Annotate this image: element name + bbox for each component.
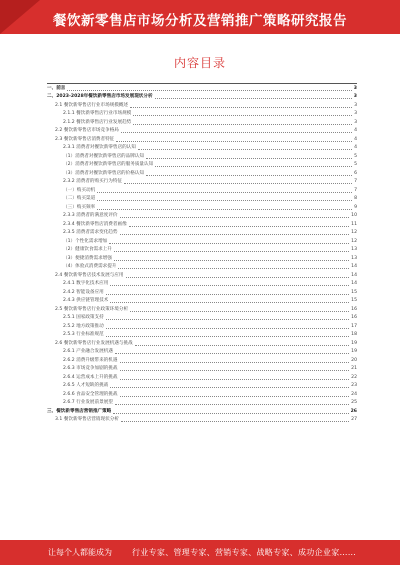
toc-entry-page: 20 <box>351 357 357 363</box>
toc-entry-label: （3）消费者对餐饮新零售店的价格认知 <box>63 170 145 176</box>
toc-entry[interactable] <box>47 195 357 204</box>
toc-entry[interactable] <box>47 348 357 357</box>
toc-entry-page: 17 <box>351 323 357 329</box>
toc-leader-dots <box>106 318 349 320</box>
toc-entry-label: 2.4.2 智能设备应用 <box>63 289 104 295</box>
toc-entry[interactable] <box>47 101 357 110</box>
toc-leader-dots <box>146 157 352 159</box>
toc-entry[interactable] <box>47 83 357 93</box>
toc-entry-label: 2.4.3 供应链管理技术 <box>63 298 109 303</box>
toc-leader-dots <box>97 208 352 210</box>
toc-entry-page: 15 <box>351 298 357 303</box>
toc-leader-dots <box>124 182 352 184</box>
footer-roles: 行业专家、管理专家、营销专家、战略专家、成功企业家…… <box>132 548 357 557</box>
toc-entry-page: 14 <box>351 264 357 269</box>
toc-entry[interactable] <box>47 144 357 153</box>
toc-entry-page: 7 <box>354 179 357 184</box>
toc-entry[interactable] <box>47 416 357 425</box>
toc-entry[interactable] <box>47 152 357 161</box>
toc-entry-label: 二、2023-2028年餐饮新零售店市场发展现状分析 <box>47 94 153 99</box>
toc-entry[interactable] <box>47 186 357 195</box>
toc-entry[interactable] <box>47 382 357 391</box>
toc-entry-page: 5 <box>354 153 357 159</box>
toc-leader-dots <box>97 191 352 193</box>
toc-entry-page: 16 <box>351 315 357 320</box>
toc-leader-dots <box>114 250 349 252</box>
toc-entry-page: 6 <box>354 170 357 176</box>
toc-entry-label: 2.4 餐饮新零售店技术发展与应用 <box>55 272 124 278</box>
toc-entry-page: 26 <box>350 408 357 414</box>
toc-entry-label: 3.1 餐饮新零售店营销现状分析 <box>55 417 119 422</box>
toc-entry[interactable] <box>47 339 357 348</box>
toc-leader-dots <box>115 403 349 405</box>
toc-entry-label: 2.6.5 人才短缺的挑战 <box>63 383 109 388</box>
toc-entry-label: （1）消费者对餐饮新零售店的品牌认知 <box>63 153 145 159</box>
toc-entry-label: 2.6 餐饮新零售店行业发展机遇与挑战 <box>55 340 133 346</box>
toc-entry-label: 2.3.1 消费者对餐饮新零售店的认知 <box>63 145 136 150</box>
toc-entry-page: 9 <box>354 204 357 210</box>
toc-entry-page: 3 <box>354 119 357 125</box>
toc-entry[interactable] <box>47 118 357 127</box>
toc-leader-dots <box>110 284 349 286</box>
toc-entry[interactable] <box>47 161 357 170</box>
toc-entry-page: 18 <box>351 332 357 337</box>
toc-entry-page: 27 <box>351 417 357 422</box>
toc-entry-page: 4 <box>354 128 357 133</box>
toc-entry[interactable] <box>47 93 357 102</box>
toc-entry-label: 2.5.2 地方政策推动 <box>63 323 104 329</box>
toc-leader-dots <box>106 293 349 295</box>
toc-entry-label: 2.6.6 食品安全管理的挑战 <box>63 391 118 397</box>
toc-leader-dots <box>130 106 352 108</box>
table-of-contents <box>47 83 357 424</box>
toc-entry[interactable] <box>47 314 357 323</box>
toc-entry-page: 13 <box>351 255 357 261</box>
toc-entry-page: 24 <box>351 391 357 397</box>
report-title: 餐饮新零售店市场分析及营销推广策略研究报告 <box>53 13 347 29</box>
toc-entry[interactable] <box>47 246 357 255</box>
toc-entry[interactable] <box>47 407 357 416</box>
toc-entry-label: 2.5 餐饮新零售店行业政策环境分析 <box>55 306 129 312</box>
toc-leader-dots <box>130 310 349 312</box>
toc-entry-page: 19 <box>351 340 357 346</box>
toc-entry-label: 2.3.3 消费者的满意度评价 <box>63 213 118 218</box>
toc-entry[interactable] <box>47 288 357 297</box>
toc-entry-label: （4）体验式消费需求提升 <box>63 264 117 269</box>
toc-entry[interactable] <box>47 271 357 280</box>
toc-entry-page: 22 <box>351 374 357 380</box>
toc-leader-dots <box>135 344 349 346</box>
toc-entry-label: 2.4.1 数字化技术应用 <box>63 281 109 286</box>
toc-entry[interactable] <box>47 390 357 399</box>
toc-entry-page: 3 <box>354 111 357 116</box>
toc-entry-label: 2.3.5 消费者需求变化趋势 <box>63 230 118 235</box>
toc-leader-dots <box>116 140 352 142</box>
toc-leader-dots <box>110 386 349 388</box>
toc-leader-dots <box>97 199 352 201</box>
toc-entry[interactable] <box>47 365 357 374</box>
toc-leader-dots <box>120 361 350 363</box>
toc-leader-dots <box>113 412 348 414</box>
toc-entry[interactable] <box>47 127 357 136</box>
toc-entry-label: 2.1.1 餐饮新零售店行业市场规模 <box>63 111 132 116</box>
toc-entry-label: 2.6.4 运营成本上升的挑战 <box>63 374 118 380</box>
toc-leader-dots <box>155 165 352 167</box>
toc-leader-dots <box>106 335 349 337</box>
toc-entry[interactable] <box>47 135 357 144</box>
toc-entry-page: 21 <box>351 366 357 371</box>
toc-leader-dots <box>121 420 349 422</box>
toc-leader-dots <box>146 174 352 176</box>
toc-entry-label: （3）便捷消费需求增强 <box>63 255 112 261</box>
toc-entry-label: （1）个性化需求增加 <box>63 238 108 244</box>
toc-entry[interactable] <box>47 263 357 272</box>
toc-entry[interactable] <box>47 237 357 246</box>
toc-entry[interactable] <box>47 297 357 306</box>
toc-leader-dots <box>129 225 349 227</box>
toc-entry-label: 2.3.2 消费者的购买行为特征 <box>63 179 123 184</box>
toc-entry-page: 11 <box>351 221 357 227</box>
footer-slogan: 让每个人都能成为 <box>48 548 112 557</box>
toc-entry-label: 2.1 餐饮新零售店行业市场规模概述 <box>55 102 129 108</box>
toc-entry-label: 2.1.2 餐饮新零售店行业发展趋势 <box>63 119 132 125</box>
toc-entry-label: 2.6.3 市场竞争加剧的挑战 <box>63 366 118 371</box>
toc-entry-label: 2.5.3 行业标准规范 <box>63 332 104 337</box>
toc-entry-page: 23 <box>351 383 357 388</box>
toc-entry[interactable] <box>47 331 357 340</box>
toc-leader-dots <box>120 233 350 235</box>
toc-leader-dots <box>155 97 352 99</box>
toc-entry-label: 2.6.2 消费升级带来的机遇 <box>63 357 118 363</box>
toc-entry-page: 15 <box>351 289 357 295</box>
toc-entry-page: 16 <box>351 306 357 312</box>
toc-entry-label: 2.3 餐饮新零售店消费者特征 <box>55 136 115 142</box>
toc-entry[interactable] <box>47 178 357 187</box>
toc-leader-dots <box>67 89 351 91</box>
toc-heading: 内容目录 <box>173 56 226 70</box>
toc-entry[interactable] <box>47 220 357 229</box>
toc-entry[interactable] <box>47 280 357 289</box>
toc-entry-page: 19 <box>351 349 357 354</box>
toc-leader-dots <box>110 301 349 303</box>
toc-entry-page: 14 <box>351 281 357 286</box>
toc-leader-dots <box>115 352 349 354</box>
toc-entry-page: 4 <box>354 136 357 142</box>
toc-entry[interactable] <box>47 212 357 221</box>
toc-leader-dots <box>120 395 350 397</box>
toc-leader-dots <box>138 148 352 150</box>
toc-entry-label: 一、前言 <box>47 85 66 91</box>
toc-entry-page: 14 <box>351 272 357 278</box>
toc-leader-dots <box>109 242 349 244</box>
toc-entry[interactable] <box>47 305 357 314</box>
toc-leader-dots <box>133 123 352 125</box>
toc-entry[interactable] <box>47 110 357 119</box>
toc-leader-dots <box>114 259 349 261</box>
toc-entry-page: 3 <box>353 94 357 99</box>
toc-entry-page: 3 <box>353 85 357 91</box>
toc-leader-dots <box>118 267 349 269</box>
toc-leader-dots <box>106 327 349 329</box>
toc-entry[interactable] <box>47 322 357 331</box>
toc-entry-label: （二）购买渠道 <box>63 196 96 201</box>
toc-entry-page: 5 <box>354 162 357 167</box>
toc-entry-label: 2.6.7 行业发展前景展望 <box>63 400 113 405</box>
report-header <box>0 0 400 34</box>
toc-entry[interactable] <box>47 229 357 238</box>
toc-entry[interactable] <box>47 203 357 212</box>
toc-leader-dots <box>120 378 350 380</box>
toc-entry[interactable] <box>47 373 357 382</box>
toc-entry-page: 12 <box>351 238 357 244</box>
toc-entry[interactable] <box>47 254 357 263</box>
toc-entry-page: 12 <box>351 230 357 235</box>
toc-entry-label: （一）购买动机 <box>63 187 96 193</box>
toc-entry-page: 13 <box>351 247 357 252</box>
toc-entry[interactable] <box>47 356 357 365</box>
toc-entry-page: 8 <box>354 196 357 201</box>
toc-entry-label: （三）购买频率 <box>63 204 96 210</box>
toc-entry-label: 三、餐饮新零售店营销推广策略 <box>47 408 112 414</box>
toc-entry-page: 4 <box>354 145 357 150</box>
toc-entry-page: 10 <box>351 213 357 218</box>
toc-entry-label: （2）健康饮食需求上升 <box>63 247 112 252</box>
toc-leader-dots <box>121 131 352 133</box>
toc-entry-label: 2.3.4 餐饮新零售店消费者画像 <box>63 221 127 227</box>
toc-entry-page: 3 <box>354 102 357 108</box>
toc-entry-label: 2.5.1 国家政策支持 <box>63 315 104 320</box>
toc-entry-page: 25 <box>351 400 357 405</box>
toc-leader-dots <box>120 216 350 218</box>
toc-leader-dots <box>120 369 350 371</box>
toc-entry-label: 2.6.1 产业融合发展机遇 <box>63 349 113 354</box>
report-footer <box>0 540 400 565</box>
toc-entry-page: 7 <box>354 187 357 193</box>
toc-entry-label: （2）消费者对餐饮新零售店的服务质量认知 <box>63 162 154 167</box>
toc-entry[interactable] <box>47 399 357 408</box>
toc-entry[interactable] <box>47 169 357 178</box>
toc-leader-dots <box>133 114 352 116</box>
toc-entry-label: 2.2 餐饮新零售店市场竞争格局 <box>55 128 119 133</box>
toc-leader-dots <box>126 276 350 278</box>
